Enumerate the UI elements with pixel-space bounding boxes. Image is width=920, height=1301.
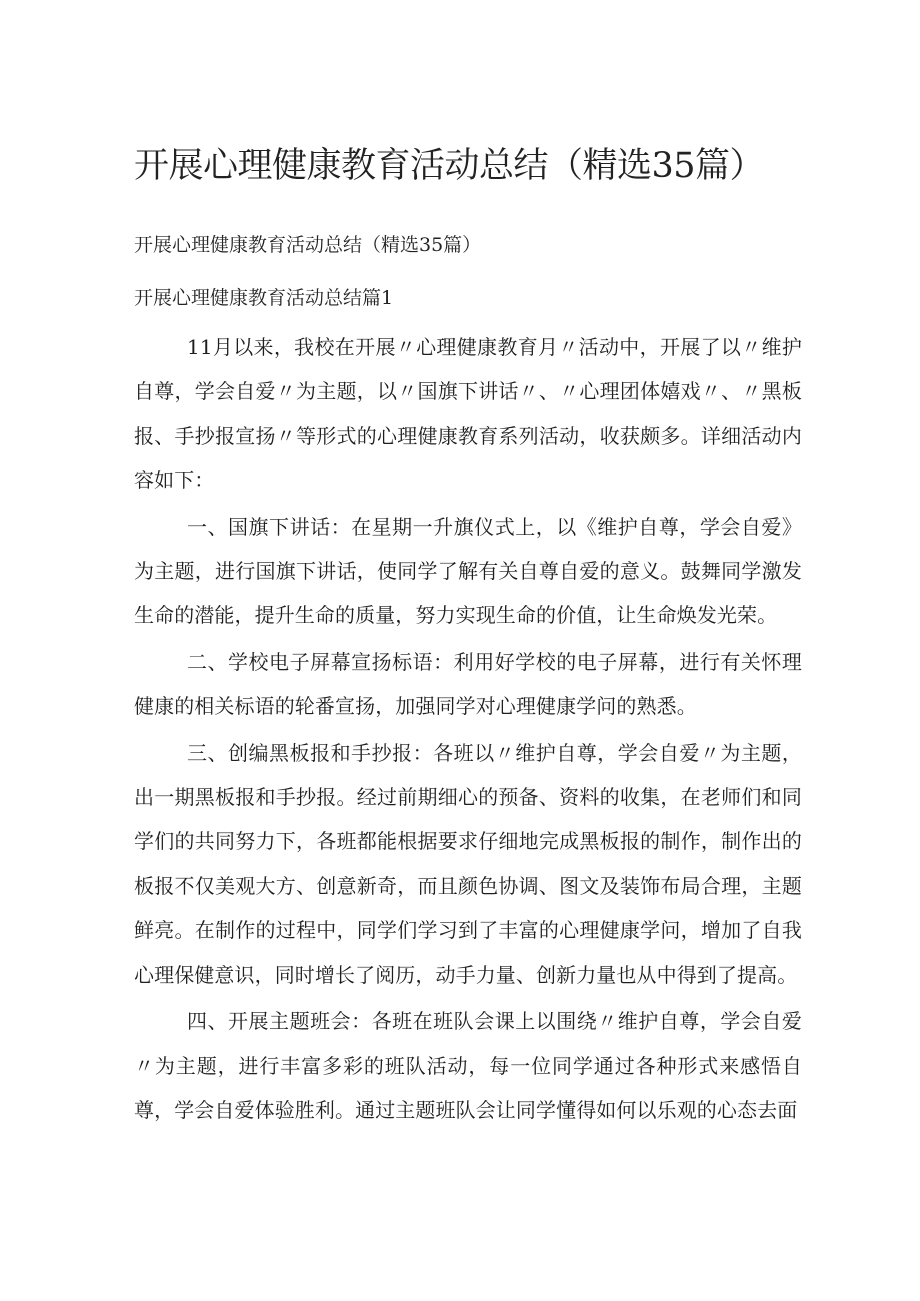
section-heading: 开展心理健康教育活动总结篇1 [134, 287, 394, 309]
paragraph-flag-speech: 一、国旗下讲话：在星期一升旗仪式上，以《维护自尊，学会自爱》为主题，进行国旗下讲话，使同学了解有关自尊自爱的意义。鼓舞同学激发生命的潜能，提升生命的质量，努力实现生命的价值，让生命焕发光荣。 [134, 514, 802, 628]
paragraph-intro: 11月以来，我校在开展〃心理健康教育月〃活动中，开展了以〃维护自尊，学会自爱〃为主题，以〃国旗下讲话〃、〃心理团体嬉戏〃、〃黑板报、手抄报宣扬〃等形式的心理健康教育系列活动，收获颇多。详细活动内容如下： [134, 335, 802, 493]
document-subtitle: 开展心理健康教育活动总结（精选35篇） [134, 234, 482, 256]
paragraph-blackboard: 三、创编黑板报和手抄报：各班以〃维护自尊，学会自爱〃为主题，出一期黑板报和手抄报。经过前期细心的预备、资料的收集，在老师们和同学们的共同努力下，各班都能根据要求仔细地完成黑板报的制作，制作出的板报不仅美观大方、创意新奇，而且颜色协调、图文及装饰布局合理，主题鲜亮。在制作的过程中，同学们学习到了丰富的心理健康学问，增加了自我心理保健意识，同时增长了阅历，动手力量、创新力量也从中得到了提高。 [134, 740, 802, 987]
paragraph-class-meeting: 四、开展主题班会：各班在班队会课上以围绕〃维护自尊，学会自爱〃为主题，进行丰富多彩的班队活动，每一位同学通过各种形式来感悟自尊，学会自爱体验胜利。通过主题班队会让同学懂得如何以乐观的心态去面 [134, 1009, 802, 1122]
document-title: 开展心理健康教育活动总结（精选35篇） [134, 146, 765, 186]
paragraph-electronic-screen: 二、学校电子屏幕宣扬标语：利用好学校的电子屏幕，进行有关怀理健康的相关标语的轮番宣扬，加强同学对心理健康学问的熟悉。 [134, 649, 802, 719]
document-body [134, 325, 802, 1134]
